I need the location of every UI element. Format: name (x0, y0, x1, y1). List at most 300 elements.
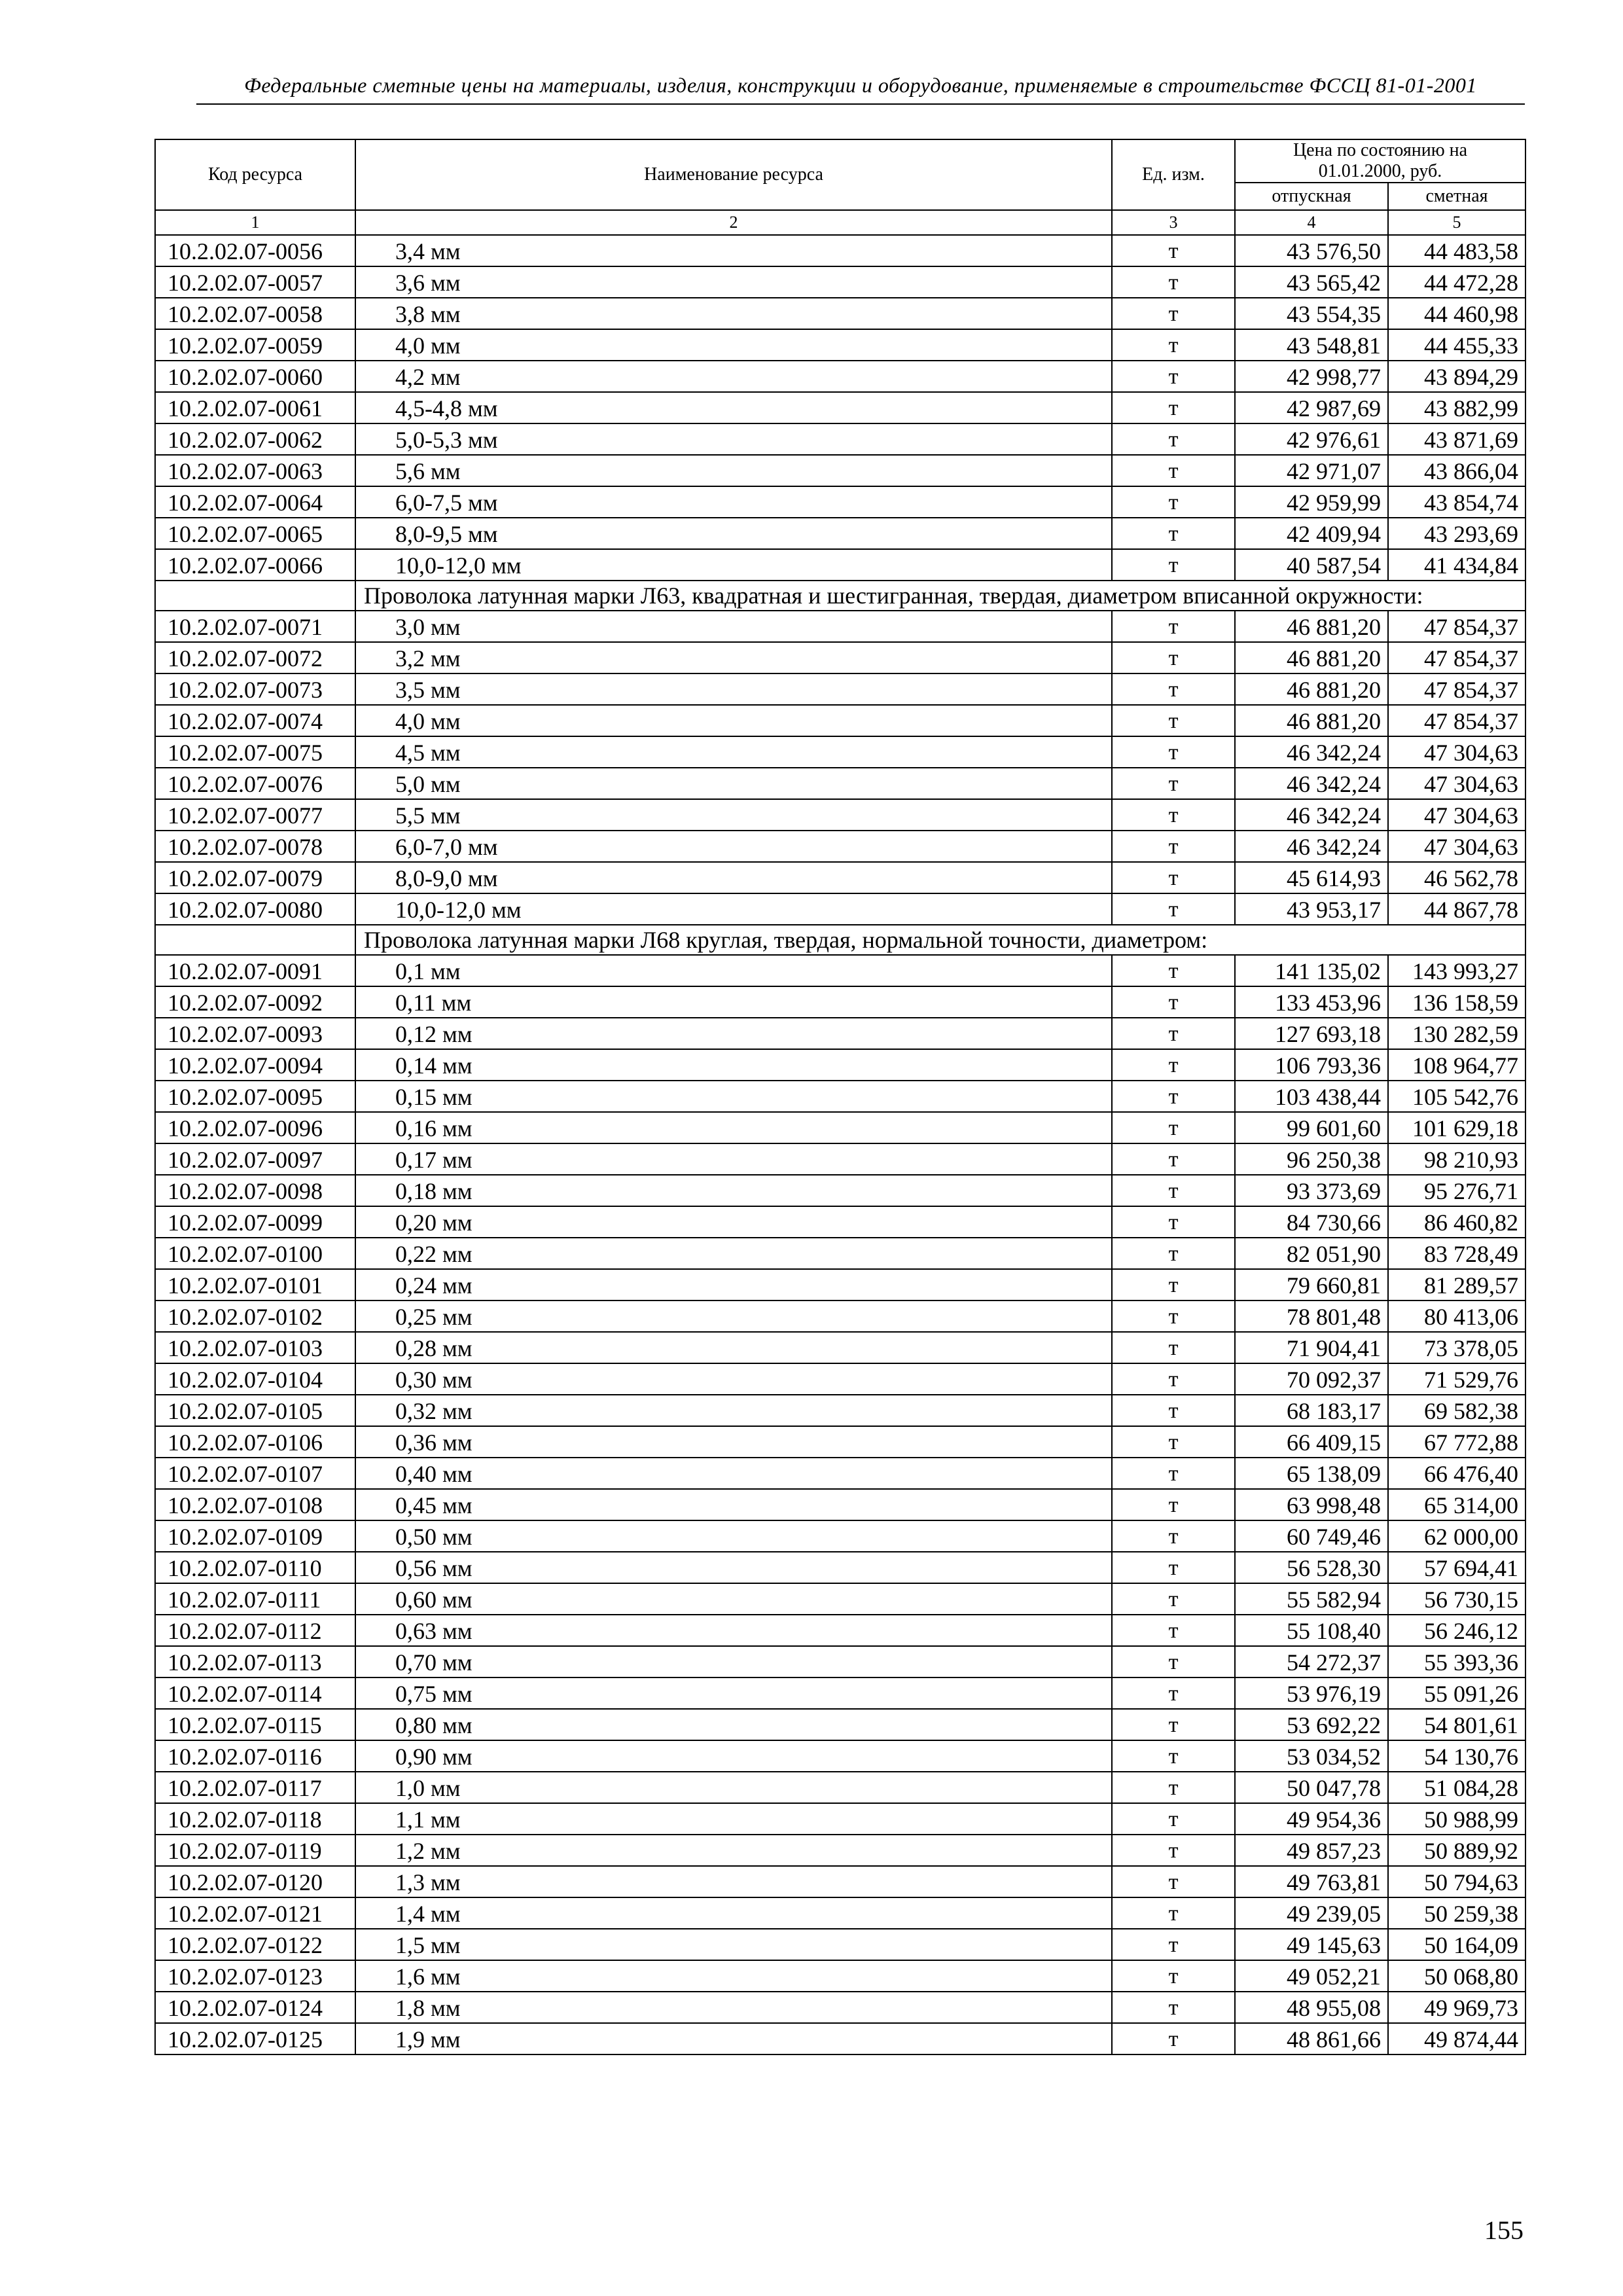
section-code-cell (155, 581, 355, 611)
unit-cell: т (1112, 1552, 1235, 1583)
table-row (155, 1426, 1525, 1458)
resource-code-cell: 10.2.02.07-0113 (155, 1646, 355, 1677)
table-row (155, 455, 1525, 486)
unit-cell: т (1112, 1489, 1235, 1520)
release-price-cell: 46 342,24 (1235, 799, 1388, 831)
release-price-cell: 43 565,42 (1235, 266, 1388, 298)
resource-code-cell: 10.2.02.07-0075 (155, 736, 355, 768)
unit-cell: т (1112, 1049, 1235, 1081)
resource-name-cell: 0,28 мм (355, 1332, 1112, 1363)
resource-code-cell: 10.2.02.07-0061 (155, 392, 355, 423)
estimate-price-cell: 62 000,00 (1388, 1520, 1525, 1552)
estimate-price-cell: 43 854,74 (1388, 486, 1525, 518)
table-row (155, 1018, 1525, 1049)
table-row (155, 1175, 1525, 1206)
estimate-price-cell: 71 529,76 (1388, 1363, 1525, 1395)
unit-cell: т (1112, 1709, 1235, 1740)
estimate-price-cell: 101 629,18 (1388, 1112, 1525, 1143)
header-rule (196, 103, 1525, 105)
col-number-3: 3 (1112, 210, 1235, 235)
resource-code-cell: 10.2.02.07-0110 (155, 1552, 355, 1583)
release-price-cell: 42 998,77 (1235, 361, 1388, 392)
table-row (155, 1363, 1525, 1395)
estimate-price-cell: 54 801,61 (1388, 1709, 1525, 1740)
table-row (155, 1929, 1525, 1960)
resource-name-cell: 10,0-12,0 мм (355, 549, 1112, 581)
table-row (155, 1803, 1525, 1835)
release-price-cell: 106 793,36 (1235, 1049, 1388, 1081)
resource-code-cell: 10.2.02.07-0065 (155, 518, 355, 549)
resource-name-cell: 6,0-7,0 мм (355, 831, 1112, 862)
release-price-cell: 103 438,44 (1235, 1081, 1388, 1112)
resource-code-cell: 10.2.02.07-0104 (155, 1363, 355, 1395)
release-price-cell: 46 881,20 (1235, 611, 1388, 642)
estimate-price-cell: 51 084,28 (1388, 1772, 1525, 1803)
unit-cell: т (1112, 1143, 1235, 1175)
table-row (155, 768, 1525, 799)
table-row (155, 1112, 1525, 1143)
resource-name-cell: 8,0-9,5 мм (355, 518, 1112, 549)
release-price-cell: 54 272,37 (1235, 1646, 1388, 1677)
release-price-cell: 96 250,38 (1235, 1143, 1388, 1175)
resource-code-cell: 10.2.02.07-0095 (155, 1081, 355, 1112)
unit-cell: т (1112, 298, 1235, 329)
resource-name-cell: 0,80 мм (355, 1709, 1112, 1740)
release-price-cell: 79 660,81 (1235, 1269, 1388, 1300)
table-row (155, 799, 1525, 831)
release-price-cell: 68 183,17 (1235, 1395, 1388, 1426)
resource-code-cell: 10.2.02.07-0093 (155, 1018, 355, 1049)
resource-code-cell: 10.2.02.07-0125 (155, 2023, 355, 2054)
release-price-cell: 42 987,69 (1235, 392, 1388, 423)
resource-code-cell: 10.2.02.07-0108 (155, 1489, 355, 1520)
resource-name-cell: 5,6 мм (355, 455, 1112, 486)
resource-name-cell: 0,12 мм (355, 1018, 1112, 1049)
unit-cell: т (1112, 1615, 1235, 1646)
resource-name-cell: 4,5 мм (355, 736, 1112, 768)
section-code-cell (155, 925, 355, 955)
release-price-cell: 84 730,66 (1235, 1206, 1388, 1238)
resource-name-cell: 1,8 мм (355, 1992, 1112, 2023)
resource-code-cell: 10.2.02.07-0071 (155, 611, 355, 642)
table-row (155, 266, 1525, 298)
resource-name-cell: 1,4 мм (355, 1897, 1112, 1929)
release-price-cell: 53 692,22 (1235, 1709, 1388, 1740)
estimate-price-cell: 50 164,09 (1388, 1929, 1525, 1960)
resource-code-cell: 10.2.02.07-0103 (155, 1332, 355, 1363)
resource-name-cell: 0,15 мм (355, 1081, 1112, 1112)
estimate-price-cell: 44 867,78 (1388, 893, 1525, 925)
estimate-price-cell: 47 854,37 (1388, 642, 1525, 673)
col-number-2: 2 (355, 210, 1112, 235)
release-price-cell: 46 342,24 (1235, 831, 1388, 862)
resource-code-cell: 10.2.02.07-0111 (155, 1583, 355, 1615)
release-price-cell: 63 998,48 (1235, 1489, 1388, 1520)
resource-code-cell: 10.2.02.07-0059 (155, 329, 355, 361)
resource-code-cell: 10.2.02.07-0076 (155, 768, 355, 799)
table-row (155, 1081, 1525, 1112)
table-row (155, 673, 1525, 705)
resource-name-cell: 10,0-12,0 мм (355, 893, 1112, 925)
release-price-cell: 46 342,24 (1235, 768, 1388, 799)
unit-cell: т (1112, 1677, 1235, 1709)
estimate-price-cell: 47 854,37 (1388, 611, 1525, 642)
release-price-cell: 49 954,36 (1235, 1803, 1388, 1835)
resource-name-cell: 3,4 мм (355, 235, 1112, 266)
col-header-estimate: сметная (1388, 183, 1525, 210)
release-price-cell: 49 763,81 (1235, 1866, 1388, 1897)
table-row (155, 736, 1525, 768)
resource-name-cell: 1,3 мм (355, 1866, 1112, 1897)
table-row (155, 1709, 1525, 1740)
table-row (155, 2023, 1525, 2054)
table-row (155, 423, 1525, 455)
unit-cell: т (1112, 1238, 1235, 1269)
unit-cell: т (1112, 1426, 1235, 1458)
estimate-price-cell: 69 582,38 (1388, 1395, 1525, 1426)
table-row (155, 518, 1525, 549)
estimate-price-cell: 136 158,59 (1388, 986, 1525, 1018)
resource-name-cell: 1,2 мм (355, 1835, 1112, 1866)
estimate-price-cell: 47 304,63 (1388, 831, 1525, 862)
release-price-cell: 65 138,09 (1235, 1458, 1388, 1489)
table-row (155, 862, 1525, 893)
unit-cell: т (1112, 1520, 1235, 1552)
unit-cell: т (1112, 1395, 1235, 1426)
unit-cell: т (1112, 1583, 1235, 1615)
table-row (155, 1489, 1525, 1520)
unit-cell: т (1112, 1646, 1235, 1677)
release-price-cell: 71 904,41 (1235, 1332, 1388, 1363)
estimate-price-cell: 130 282,59 (1388, 1018, 1525, 1049)
release-price-cell: 78 801,48 (1235, 1300, 1388, 1332)
table-row (155, 986, 1525, 1018)
resource-name-cell: 3,2 мм (355, 642, 1112, 673)
estimate-price-cell: 44 472,28 (1388, 266, 1525, 298)
resource-code-cell: 10.2.02.07-0096 (155, 1112, 355, 1143)
resource-code-cell: 10.2.02.07-0062 (155, 423, 355, 455)
resource-name-cell: 5,0-5,3 мм (355, 423, 1112, 455)
unit-cell: т (1112, 1175, 1235, 1206)
unit-cell: т (1112, 329, 1235, 361)
estimate-price-cell: 50 259,38 (1388, 1897, 1525, 1929)
release-price-cell: 42 409,94 (1235, 518, 1388, 549)
resource-code-cell: 10.2.02.07-0091 (155, 955, 355, 986)
estimate-price-cell: 47 304,63 (1388, 799, 1525, 831)
release-price-cell: 70 092,37 (1235, 1363, 1388, 1395)
resource-name-cell: 1,6 мм (355, 1960, 1112, 1992)
release-price-cell: 43 554,35 (1235, 298, 1388, 329)
estimate-price-cell: 108 964,77 (1388, 1049, 1525, 1081)
estimate-price-cell: 41 434,84 (1388, 549, 1525, 581)
table-row (155, 298, 1525, 329)
col-header-price-group: Цена по состоянию на 01.01.2000, руб. (1235, 139, 1525, 183)
estimate-price-cell: 43 882,99 (1388, 392, 1525, 423)
estimate-price-cell: 86 460,82 (1388, 1206, 1525, 1238)
resource-name-cell: 0,22 мм (355, 1238, 1112, 1269)
estimate-price-cell: 46 562,78 (1388, 862, 1525, 893)
release-price-cell: 60 749,46 (1235, 1520, 1388, 1552)
estimate-price-cell: 65 314,00 (1388, 1489, 1525, 1520)
table-row (155, 1615, 1525, 1646)
unit-cell: т (1112, 1363, 1235, 1395)
table-row (155, 1520, 1525, 1552)
resource-code-cell: 10.2.02.07-0118 (155, 1803, 355, 1835)
page-number: 155 (1484, 2215, 1524, 2245)
resource-code-cell: 10.2.02.07-0109 (155, 1520, 355, 1552)
unit-cell: т (1112, 799, 1235, 831)
estimate-price-cell: 44 460,98 (1388, 298, 1525, 329)
release-price-cell: 56 528,30 (1235, 1552, 1388, 1583)
release-price-cell: 43 548,81 (1235, 329, 1388, 361)
table-row (155, 1897, 1525, 1929)
unit-cell: т (1112, 611, 1235, 642)
unit-cell: т (1112, 1018, 1235, 1049)
table-row (155, 955, 1525, 986)
resource-name-cell: 1,0 мм (355, 1772, 1112, 1803)
table-row (155, 1992, 1525, 2023)
resource-code-cell: 10.2.02.07-0101 (155, 1269, 355, 1300)
unit-cell: т (1112, 392, 1235, 423)
estimate-price-cell: 98 210,93 (1388, 1143, 1525, 1175)
document-header: Федеральные сметные цены на материалы, изделия, конструкции и оборудование, применяемые в строительстве ФССЦ 81-01-2001 (244, 73, 1477, 97)
table-row (155, 1458, 1525, 1489)
resource-name-cell: 0,40 мм (355, 1458, 1112, 1489)
unit-cell: т (1112, 736, 1235, 768)
release-price-cell: 53 034,52 (1235, 1740, 1388, 1772)
estimate-price-cell: 56 246,12 (1388, 1615, 1525, 1646)
release-price-cell: 99 601,60 (1235, 1112, 1388, 1143)
resource-code-cell: 10.2.02.07-0092 (155, 986, 355, 1018)
resource-name-cell: 0,63 мм (355, 1615, 1112, 1646)
resource-name-cell: 3,8 мм (355, 298, 1112, 329)
resource-name-cell: 0,45 мм (355, 1489, 1112, 1520)
table-row (155, 1740, 1525, 1772)
release-price-cell: 141 135,02 (1235, 955, 1388, 986)
table-row (155, 1866, 1525, 1897)
resource-name-cell: 1,1 мм (355, 1803, 1112, 1835)
release-price-cell: 48 861,66 (1235, 2023, 1388, 2054)
resource-code-cell: 10.2.02.07-0100 (155, 1238, 355, 1269)
resource-code-cell: 10.2.02.07-0123 (155, 1960, 355, 1992)
table-row (155, 1835, 1525, 1866)
table-row (155, 705, 1525, 736)
release-price-cell: 46 881,20 (1235, 705, 1388, 736)
resource-name-cell: 0,90 мм (355, 1740, 1112, 1772)
resource-code-cell: 10.2.02.07-0098 (155, 1175, 355, 1206)
estimate-price-cell: 47 304,63 (1388, 768, 1525, 799)
estimate-price-cell: 49 874,44 (1388, 2023, 1525, 2054)
resource-name-cell: 1,5 мм (355, 1929, 1112, 1960)
resource-name-cell: 0,18 мм (355, 1175, 1112, 1206)
resource-name-cell: 5,0 мм (355, 768, 1112, 799)
resource-code-cell: 10.2.02.07-0112 (155, 1615, 355, 1646)
resource-code-cell: 10.2.02.07-0119 (155, 1835, 355, 1866)
section-row (155, 925, 1525, 955)
unit-cell: т (1112, 1835, 1235, 1866)
resource-code-cell: 10.2.02.07-0057 (155, 266, 355, 298)
resource-code-cell: 10.2.02.07-0105 (155, 1395, 355, 1426)
estimate-price-cell: 47 304,63 (1388, 736, 1525, 768)
table-row (155, 235, 1525, 266)
release-price-cell: 45 614,93 (1235, 862, 1388, 893)
release-price-cell: 49 145,63 (1235, 1929, 1388, 1960)
table-row (155, 1238, 1525, 1269)
unit-cell: т (1112, 423, 1235, 455)
resource-name-cell: 0,30 мм (355, 1363, 1112, 1395)
resource-name-cell: 0,14 мм (355, 1049, 1112, 1081)
unit-cell: т (1112, 831, 1235, 862)
unit-cell: т (1112, 1960, 1235, 1992)
resource-code-cell: 10.2.02.07-0058 (155, 298, 355, 329)
resource-name-cell: 4,2 мм (355, 361, 1112, 392)
resource-name-cell: 0,16 мм (355, 1112, 1112, 1143)
table-row (155, 831, 1525, 862)
table-row (155, 1143, 1525, 1175)
resource-code-cell: 10.2.02.07-0122 (155, 1929, 355, 1960)
release-price-cell: 49 052,21 (1235, 1960, 1388, 1992)
unit-cell: т (1112, 1112, 1235, 1143)
estimate-price-cell: 50 889,92 (1388, 1835, 1525, 1866)
table-row (155, 1395, 1525, 1426)
table-row (155, 1269, 1525, 1300)
col-number-1: 1 (155, 210, 355, 235)
release-price-cell: 49 857,23 (1235, 1835, 1388, 1866)
resource-name-cell: 6,0-7,5 мм (355, 486, 1112, 518)
table-row (155, 642, 1525, 673)
resource-name-cell: 0,60 мм (355, 1583, 1112, 1615)
unit-cell: т (1112, 1269, 1235, 1300)
release-price-cell: 55 582,94 (1235, 1583, 1388, 1615)
release-price-cell: 133 453,96 (1235, 986, 1388, 1018)
resource-name-cell: 0,56 мм (355, 1552, 1112, 1583)
col-header-name: Наименование ресурса (355, 139, 1112, 210)
col-number-5: 5 (1388, 210, 1525, 235)
unit-cell: т (1112, 862, 1235, 893)
resource-name-cell: 0,32 мм (355, 1395, 1112, 1426)
resource-name-cell: 0,25 мм (355, 1300, 1112, 1332)
resource-name-cell: 0,70 мм (355, 1646, 1112, 1677)
resource-name-cell: 4,5-4,8 мм (355, 392, 1112, 423)
estimate-price-cell: 43 293,69 (1388, 518, 1525, 549)
estimate-price-cell: 44 455,33 (1388, 329, 1525, 361)
resource-code-cell: 10.2.02.07-0115 (155, 1709, 355, 1740)
release-price-cell: 53 976,19 (1235, 1677, 1388, 1709)
resource-code-cell: 10.2.02.07-0097 (155, 1143, 355, 1175)
resource-name-cell: 0,20 мм (355, 1206, 1112, 1238)
resource-name-cell: 8,0-9,0 мм (355, 862, 1112, 893)
unit-cell: т (1112, 1206, 1235, 1238)
table-row (155, 1300, 1525, 1332)
unit-cell: т (1112, 1803, 1235, 1835)
unit-cell: т (1112, 986, 1235, 1018)
estimate-price-cell: 50 794,63 (1388, 1866, 1525, 1897)
estimate-price-cell: 47 854,37 (1388, 673, 1525, 705)
unit-cell: т (1112, 1740, 1235, 1772)
table-row (155, 486, 1525, 518)
estimate-price-cell: 80 413,06 (1388, 1300, 1525, 1332)
unit-cell: т (1112, 1897, 1235, 1929)
resource-code-cell: 10.2.02.07-0072 (155, 642, 355, 673)
unit-cell: т (1112, 705, 1235, 736)
unit-cell: т (1112, 1992, 1235, 2023)
table-row (155, 1049, 1525, 1081)
estimate-price-cell: 57 694,41 (1388, 1552, 1525, 1583)
estimate-price-cell: 55 393,36 (1388, 1646, 1525, 1677)
resource-name-cell: 0,75 мм (355, 1677, 1112, 1709)
resource-name-cell: 3,5 мм (355, 673, 1112, 705)
resource-code-cell: 10.2.02.07-0079 (155, 862, 355, 893)
release-price-cell: 48 955,08 (1235, 1992, 1388, 2023)
resource-name-cell: 0,11 мм (355, 986, 1112, 1018)
estimate-price-cell: 43 866,04 (1388, 455, 1525, 486)
estimate-price-cell: 43 894,29 (1388, 361, 1525, 392)
estimate-price-cell: 81 289,57 (1388, 1269, 1525, 1300)
unit-cell: т (1112, 1772, 1235, 1803)
resource-code-cell: 10.2.02.07-0063 (155, 455, 355, 486)
release-price-cell: 82 051,90 (1235, 1238, 1388, 1269)
resource-name-cell: 5,5 мм (355, 799, 1112, 831)
table-body (155, 235, 1525, 2054)
resource-name-cell: 0,50 мм (355, 1520, 1112, 1552)
estimate-price-cell: 67 772,88 (1388, 1426, 1525, 1458)
estimate-price-cell: 66 476,40 (1388, 1458, 1525, 1489)
release-price-cell: 42 971,07 (1235, 455, 1388, 486)
table-row (155, 392, 1525, 423)
resource-code-cell: 10.2.02.07-0056 (155, 235, 355, 266)
release-price-cell: 42 959,99 (1235, 486, 1388, 518)
unit-cell: т (1112, 266, 1235, 298)
table-row (155, 1583, 1525, 1615)
estimate-price-cell: 95 276,71 (1388, 1175, 1525, 1206)
release-price-cell: 66 409,15 (1235, 1426, 1388, 1458)
col-header-release: отпускная (1235, 183, 1388, 210)
unit-cell: т (1112, 549, 1235, 581)
resource-name-cell: 4,0 мм (355, 329, 1112, 361)
unit-cell: т (1112, 1332, 1235, 1363)
resource-name-cell: 0,36 мм (355, 1426, 1112, 1458)
resource-code-cell: 10.2.02.07-0124 (155, 1992, 355, 2023)
unit-cell: т (1112, 1458, 1235, 1489)
estimate-price-cell: 105 542,76 (1388, 1081, 1525, 1112)
estimate-price-cell: 50 988,99 (1388, 1803, 1525, 1835)
resource-code-cell: 10.2.02.07-0116 (155, 1740, 355, 1772)
table-row (155, 1677, 1525, 1709)
estimate-price-cell: 47 854,37 (1388, 705, 1525, 736)
estimate-price-cell: 143 993,27 (1388, 955, 1525, 986)
resource-name-cell: 0,17 мм (355, 1143, 1112, 1175)
table-row (155, 611, 1525, 642)
release-price-cell: 40 587,54 (1235, 549, 1388, 581)
release-price-cell: 46 881,20 (1235, 673, 1388, 705)
resource-name-cell: 3,0 мм (355, 611, 1112, 642)
resource-code-cell: 10.2.02.07-0077 (155, 799, 355, 831)
unit-cell: т (1112, 235, 1235, 266)
unit-cell: т (1112, 1929, 1235, 1960)
estimate-price-cell: 55 091,26 (1388, 1677, 1525, 1709)
resource-code-cell: 10.2.02.07-0078 (155, 831, 355, 862)
release-price-cell: 46 881,20 (1235, 642, 1388, 673)
unit-cell: т (1112, 1081, 1235, 1112)
col-header-unit: Ед. изм. (1112, 139, 1235, 210)
estimate-price-cell: 54 130,76 (1388, 1740, 1525, 1772)
unit-cell: т (1112, 955, 1235, 986)
table-row (155, 329, 1525, 361)
resource-code-cell: 10.2.02.07-0060 (155, 361, 355, 392)
unit-cell: т (1112, 1300, 1235, 1332)
release-price-cell: 43 953,17 (1235, 893, 1388, 925)
estimate-price-cell: 56 730,15 (1388, 1583, 1525, 1615)
